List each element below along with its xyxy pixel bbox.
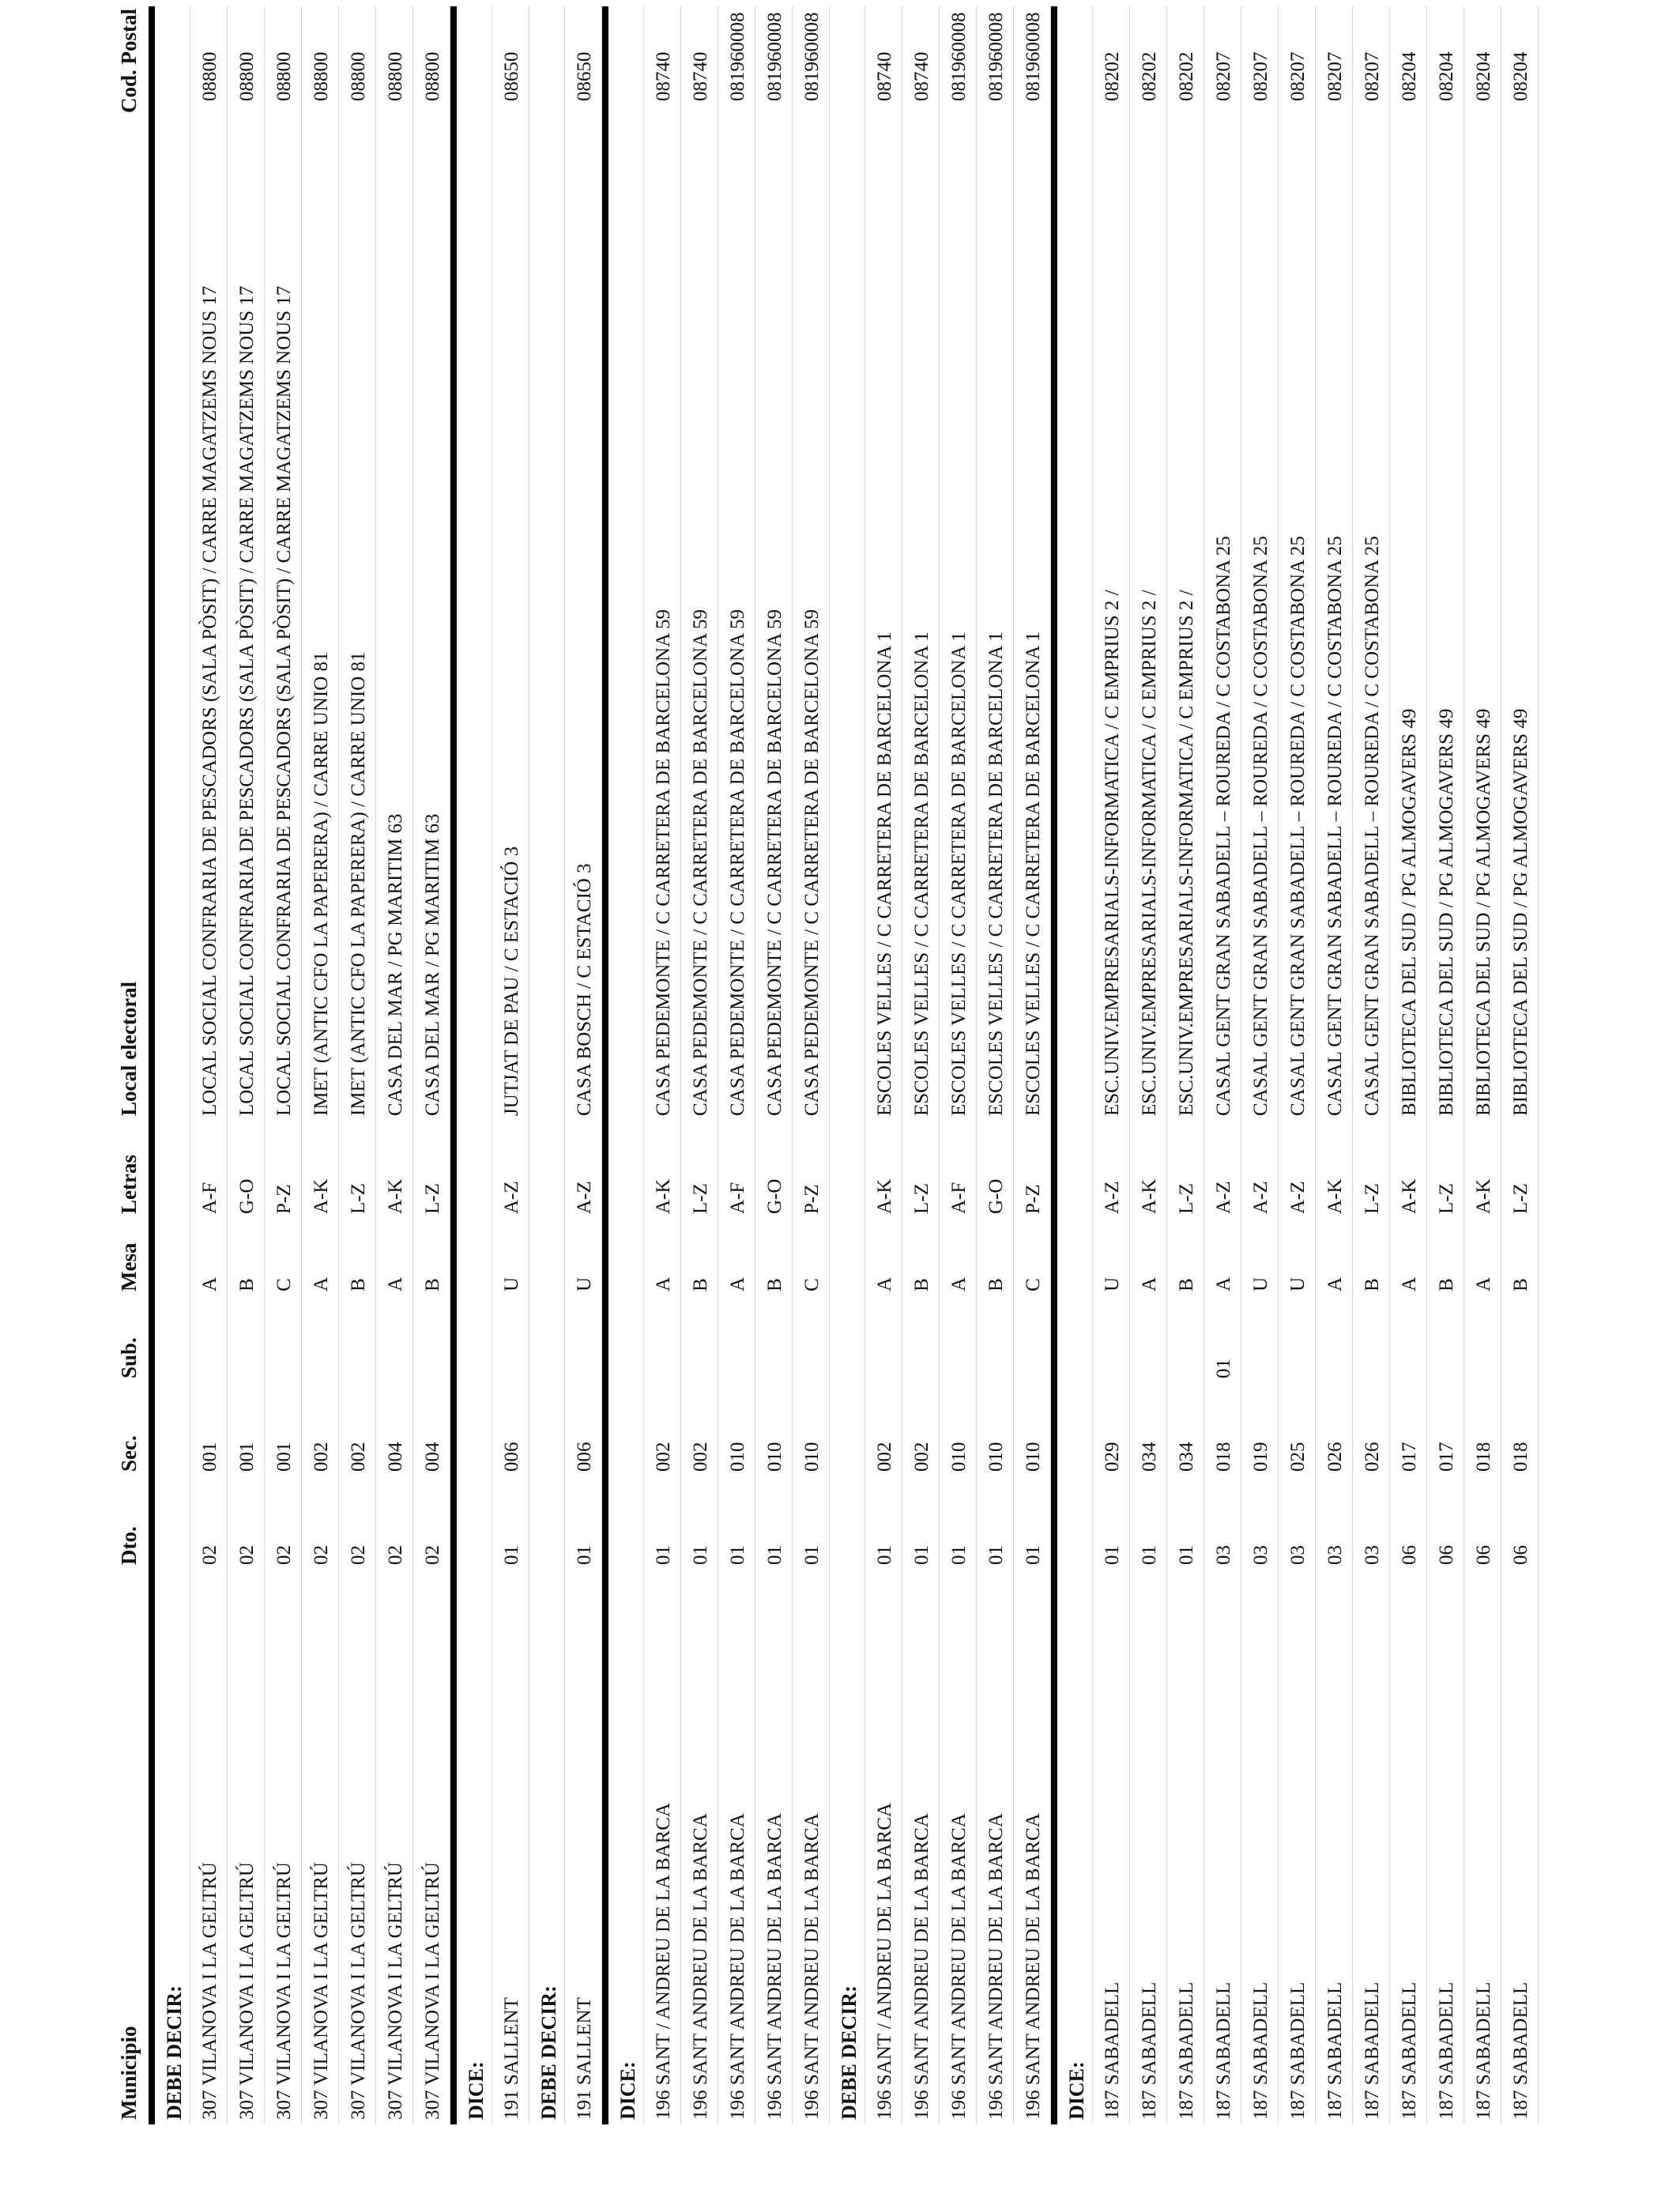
cell-local: CASA PEDEMONTE / C CARRETERA DE BARCELONA 59 <box>653 609 674 1116</box>
cell-sec: 010 <box>1023 1442 1044 1472</box>
cell-dto: 02 <box>199 1545 220 1565</box>
table-row <box>1130 6 1167 2124</box>
cell-letras: G-O <box>985 1178 1007 1214</box>
cell-municipio: 196 SANT / ANDREU DE LA BARCA <box>653 1803 674 2120</box>
header-municipio: Municipio <box>117 2026 141 2120</box>
cell-local: CASAL GENT GRAN SABADELL – ROUREDA / C COSTABONA 25 <box>1324 536 1346 1116</box>
group-label-text: DEBE DECIR: <box>537 1985 560 2120</box>
cell-cp: 081960008 <box>1023 12 1044 101</box>
cell-mesa: B <box>985 1278 1007 1291</box>
cell-municipio: 191 SALLENT <box>574 1997 595 2120</box>
cell-cp: 08800 <box>348 51 369 101</box>
cell-municipio: 307 VILANOVA I LA GELTRÚ <box>311 1862 332 2120</box>
cell-letras: A-K <box>1473 1178 1494 1214</box>
cell-sec: 001 <box>236 1442 258 1472</box>
table-row <box>1427 6 1464 2124</box>
cell-letras: L-Z <box>348 1183 369 1214</box>
cell-dto: 01 <box>985 1545 1007 1565</box>
header-local: Local electoral <box>117 981 141 1116</box>
cell-cp: 08650 <box>574 51 595 101</box>
cell-municipio: 187 SABADELL <box>1510 1981 1531 2120</box>
cell-municipio: 191 SALLENT <box>501 1997 522 2120</box>
cell-letras: A-K <box>653 1178 674 1214</box>
cell-mesa: A <box>311 1276 332 1291</box>
cell-letras: A-F <box>727 1182 748 1214</box>
cell-dto: 06 <box>1436 1545 1457 1565</box>
cell-letras: A-F <box>948 1182 970 1214</box>
cell-mesa: B <box>911 1278 932 1291</box>
table-row <box>977 6 1014 2124</box>
cell-municipio: 307 VILANOVA I LA GELTRÚ <box>199 1862 220 2120</box>
cell-mesa: C <box>1023 1278 1044 1291</box>
cell-municipio: 196 SANT ANDREU DE LA BARCA <box>985 1813 1007 2120</box>
cell-sec: 019 <box>1250 1442 1271 1472</box>
table-body <box>155 6 1539 2124</box>
cell-municipio: 196 SANT ANDREU DE LA BARCA <box>1023 1813 1044 2120</box>
cell-mesa: U <box>1102 1276 1123 1291</box>
cell-cp: 08740 <box>653 51 674 101</box>
cell-mesa: B <box>1436 1278 1457 1291</box>
cell-mesa: A <box>1213 1276 1234 1291</box>
cell-letras: A-Z <box>1250 1181 1271 1214</box>
cell-sec: 017 <box>1436 1442 1457 1472</box>
cell-municipio: 187 SABADELL <box>1324 1981 1346 2120</box>
cell-cp: 081960008 <box>801 12 823 101</box>
cell-letras: A-Z <box>1287 1181 1309 1214</box>
cell-sec: 018 <box>1510 1442 1531 1472</box>
cell-local: CASA PEDEMONTE / C CARRETERA DE BARCELONA 59 <box>727 609 748 1116</box>
cell-cp: 08800 <box>273 51 295 101</box>
table-row <box>940 6 977 2124</box>
table-row <box>565 6 602 2124</box>
cell-dto: 01 <box>574 1545 595 1565</box>
cell-municipio: 196 SANT ANDREU DE LA BARCA <box>690 1813 711 2120</box>
cell-sec: 002 <box>690 1442 711 1472</box>
cell-mesa: A <box>1473 1276 1494 1291</box>
cell-letras: P-Z <box>273 1184 295 1214</box>
cell-cp: 08207 <box>1250 51 1271 101</box>
cell-cp: 081960008 <box>985 12 1007 101</box>
cell-sec: 004 <box>422 1442 443 1472</box>
cell-dto: 03 <box>1250 1545 1271 1565</box>
table-row <box>1501 6 1539 2124</box>
cell-letras: L-Z <box>1510 1183 1531 1214</box>
group-label <box>155 6 190 2124</box>
cell-cp: 081960008 <box>764 12 785 101</box>
table-row <box>1241 6 1279 2124</box>
cell-sec: 026 <box>1362 1442 1383 1472</box>
cell-mesa: A <box>727 1276 748 1291</box>
cell-municipio: 187 SABADELL <box>1139 1981 1160 2120</box>
cell-dto: 01 <box>727 1545 748 1565</box>
cell-dto: 01 <box>690 1545 711 1565</box>
group-label-text: DICE: <box>465 2061 488 2120</box>
group-label <box>608 6 644 2124</box>
cell-cp: 08204 <box>1473 51 1494 101</box>
cell-mesa: U <box>574 1276 595 1291</box>
cell-sec: 026 <box>1324 1442 1346 1472</box>
cell-cp: 081960008 <box>727 12 748 101</box>
cell-municipio: 187 SABADELL <box>1102 1981 1123 2120</box>
cell-local: CASA PEDEMONTE / C CARRETERA DE BARCELONA 59 <box>801 609 823 1116</box>
table-row <box>1464 6 1501 2124</box>
cell-sec: 001 <box>199 1442 220 1472</box>
cell-mesa: A <box>199 1276 220 1291</box>
cell-letras: L-Z <box>1362 1183 1383 1214</box>
cell-dto: 01 <box>948 1545 970 1565</box>
cell-dto: 03 <box>1287 1545 1309 1565</box>
table-row <box>1390 6 1427 2124</box>
cell-cp: 08740 <box>690 51 711 101</box>
cell-cp: 08800 <box>236 51 258 101</box>
table-row <box>376 6 413 2124</box>
cell-letras: A-K <box>1399 1178 1420 1214</box>
cell-municipio: 196 SANT / ANDREU DE LA BARCA <box>874 1803 895 2120</box>
cell-municipio: 307 VILANOVA I LA GELTRÚ <box>273 1862 295 2120</box>
cell-mesa: B <box>422 1278 443 1291</box>
cell-dto: 02 <box>311 1545 332 1565</box>
cell-dto: 01 <box>764 1545 785 1565</box>
table-row <box>865 6 902 2124</box>
cell-letras: A-F <box>199 1182 220 1214</box>
cell-cp: 08204 <box>1399 51 1420 101</box>
cell-sec: 010 <box>948 1442 970 1472</box>
cell-cp: 08800 <box>199 51 220 101</box>
cell-sec: 010 <box>985 1442 1007 1472</box>
group-label <box>830 6 865 2124</box>
cell-dto: 01 <box>801 1545 823 1565</box>
header-dto: Dto. <box>117 1526 141 1565</box>
cell-letras: A-Z <box>574 1181 595 1214</box>
cell-cp: 08207 <box>1362 51 1383 101</box>
cell-municipio: 187 SABADELL <box>1176 1981 1197 2120</box>
cell-letras: L-Z <box>1436 1183 1457 1214</box>
cell-local: ESC.UNIV.EMPRESARIALS-INFORMATICA / C EMPRIUS 2 / <box>1102 590 1123 1116</box>
cell-local: CASAL GENT GRAN SABADELL – ROUREDA / C COSTABONA 25 <box>1213 536 1234 1116</box>
cell-cp: 08207 <box>1287 51 1309 101</box>
cell-local: CASA PEDEMONTE / C CARRETERA DE BARCELONA 59 <box>764 609 785 1116</box>
cell-dto: 01 <box>501 1545 522 1565</box>
cell-mesa: B <box>764 1278 785 1291</box>
cell-mesa: B <box>1510 1278 1531 1291</box>
table-row <box>302 6 339 2124</box>
cell-local: BIBLIOTECA DEL SUD / PG ALMOGAVERS 49 <box>1436 708 1457 1116</box>
cell-local: LOCAL SOCIAL CONFRARIA DE PESCADORS (SALA PÒSIT) / CARRE MAGATZEMS NOUS 17 <box>199 285 220 1116</box>
table-header <box>109 6 155 2124</box>
cell-dto: 01 <box>1102 1545 1123 1565</box>
cell-mesa: U <box>1287 1276 1309 1291</box>
cell-letras: A-Z <box>1102 1181 1123 1214</box>
cell-letras: L-Z <box>1176 1183 1197 1214</box>
cell-dto: 02 <box>273 1545 295 1565</box>
table-row <box>1014 6 1051 2124</box>
cell-letras: G-O <box>236 1178 258 1214</box>
cell-dto: 01 <box>1023 1545 1044 1565</box>
cell-local: CASAL GENT GRAN SABADELL – ROUREDA / C COSTABONA 25 <box>1362 536 1383 1116</box>
cell-mesa: B <box>690 1278 711 1291</box>
cell-sec: 006 <box>501 1442 522 1472</box>
table-row <box>1353 6 1390 2124</box>
cell-cp: 08202 <box>1176 51 1197 101</box>
cell-municipio: 196 SANT ANDREU DE LA BARCA <box>727 1813 748 2120</box>
cell-local: ESCOLES VELLES / C CARRETERA DE BARCELONA 1 <box>985 631 1007 1116</box>
cell-mesa: A <box>1324 1276 1346 1291</box>
cell-dto: 06 <box>1399 1545 1420 1565</box>
cell-local: JUTJAT DE PAU / C ESTACIÓ 3 <box>501 846 522 1116</box>
cell-local: LOCAL SOCIAL CONFRARIA DE PESCADORS (SALA PÒSIT) / CARRE MAGATZEMS NOUS 17 <box>273 285 295 1116</box>
cell-mesa: A <box>1399 1276 1420 1291</box>
cell-dto: 03 <box>1213 1545 1234 1565</box>
cell-cp: 08202 <box>1139 51 1160 101</box>
cell-cp: 08207 <box>1324 51 1346 101</box>
cell-sec: 002 <box>348 1442 369 1472</box>
cell-dto: 01 <box>1139 1545 1160 1565</box>
cell-sec: 010 <box>727 1442 748 1472</box>
header-sec: Sec. <box>117 1435 141 1472</box>
cell-mesa: B <box>348 1278 369 1291</box>
table-row <box>339 6 376 2124</box>
cell-municipio: 196 SANT ANDREU DE LA BARCA <box>801 1813 823 2120</box>
cell-letras: L-Z <box>690 1183 711 1214</box>
cell-dto: 01 <box>911 1545 932 1565</box>
cell-sec: 002 <box>311 1442 332 1472</box>
table-row <box>755 6 793 2124</box>
table-row <box>902 6 940 2124</box>
cell-sec: 010 <box>801 1442 823 1472</box>
cell-sec: 002 <box>874 1442 895 1472</box>
cell-municipio: 307 VILANOVA I LA GELTRÚ <box>385 1862 406 2120</box>
cell-local: ESCOLES VELLES / C CARRETERA DE BARCELONA 1 <box>874 631 895 1116</box>
table-row <box>1316 6 1353 2124</box>
cell-mesa: A <box>385 1276 406 1291</box>
cell-letras: L-Z <box>422 1183 443 1214</box>
cell-mesa: A <box>653 1276 674 1291</box>
cell-sec: 002 <box>653 1442 674 1472</box>
cell-local: LOCAL SOCIAL CONFRARIA DE PESCADORS (SALA PÒSIT) / CARRE MAGATZEMS NOUS 17 <box>236 285 258 1116</box>
cell-letras: A-Z <box>1213 1181 1234 1214</box>
cell-dto: 02 <box>422 1545 443 1565</box>
table-row <box>1279 6 1316 2124</box>
cell-mesa: A <box>1139 1276 1160 1291</box>
cell-sec: 034 <box>1176 1442 1197 1472</box>
group-label <box>457 6 492 2124</box>
cell-mesa: C <box>801 1278 823 1291</box>
cell-cp: 08202 <box>1102 51 1123 101</box>
cell-municipio: 187 SABADELL <box>1213 1981 1234 2120</box>
cell-cp: 08740 <box>874 51 895 101</box>
cell-dto: 02 <box>385 1545 406 1565</box>
table-row <box>1167 6 1204 2124</box>
section-separator <box>1051 6 1057 2124</box>
group-label-text: DEBE DECIR: <box>838 1985 861 2120</box>
header-letras: Letras <box>117 1155 141 1214</box>
cell-letras: A-K <box>1139 1178 1160 1214</box>
cell-local: CASAL GENT GRAN SABADELL – ROUREDA / C COSTABONA 25 <box>1250 536 1271 1116</box>
cell-sec: 018 <box>1213 1442 1234 1472</box>
table-row <box>718 6 755 2124</box>
section-separator <box>450 6 457 2124</box>
cell-cp: 08800 <box>422 51 443 101</box>
cell-sec: 006 <box>574 1442 595 1472</box>
cell-local: BIBLIOTECA DEL SUD / PG ALMOGAVERS 49 <box>1399 708 1420 1116</box>
header-cod-postal: Cod. Postal <box>117 8 141 113</box>
cell-mesa: U <box>501 1276 522 1291</box>
cell-mesa: A <box>948 1276 970 1291</box>
header-sub: Sub. <box>117 1337 141 1378</box>
cell-municipio: 187 SABADELL <box>1473 1981 1494 2120</box>
table-row <box>1093 6 1130 2124</box>
cell-cp: 08207 <box>1213 51 1234 101</box>
cell-local: IMET (ANTIC CFO LA PAPERERA) / CARRE UNIO 81 <box>348 651 369 1116</box>
group-label-text: DEBE DECIR: <box>163 1985 186 2120</box>
cell-letras: A-K <box>874 1178 895 1214</box>
cell-mesa: C <box>273 1278 295 1291</box>
cell-municipio: 187 SABADELL <box>1362 1981 1383 2120</box>
cell-cp: 08204 <box>1510 51 1531 101</box>
cell-letras: P-Z <box>801 1184 823 1214</box>
header-mesa: Mesa <box>117 1242 141 1291</box>
cell-sec: 025 <box>1287 1442 1309 1472</box>
cell-dto: 02 <box>348 1545 369 1565</box>
cell-local: CASA BOSCH / C ESTACIÓ 3 <box>574 863 595 1116</box>
cell-mesa: B <box>236 1278 258 1291</box>
cell-letras: A-K <box>1324 1178 1346 1214</box>
cell-dto: 03 <box>1324 1545 1346 1565</box>
group-label <box>529 6 565 2124</box>
cell-mesa: U <box>1250 1276 1271 1291</box>
table-row <box>793 6 830 2124</box>
table-row <box>681 6 718 2124</box>
cell-letras: P-Z <box>1023 1184 1044 1214</box>
cell-local: ESC.UNIV.EMPRESARIALS-INFORMATICA / C EMPRIUS 2 / <box>1139 590 1160 1116</box>
cell-local: BIBLIOTECA DEL SUD / PG ALMOGAVERS 49 <box>1510 708 1531 1116</box>
cell-cp: 08800 <box>385 51 406 101</box>
table-row <box>190 6 228 2124</box>
cell-sec: 029 <box>1102 1442 1123 1472</box>
cell-sec: 017 <box>1399 1442 1420 1472</box>
cell-cp: 08204 <box>1436 51 1457 101</box>
cell-sec: 018 <box>1473 1442 1494 1472</box>
table-row <box>228 6 265 2124</box>
cell-letras: G-O <box>764 1178 785 1214</box>
cell-municipio: 196 SANT ANDREU DE LA BARCA <box>911 1813 932 2120</box>
cell-sec: 001 <box>273 1442 295 1472</box>
cell-cp: 08740 <box>911 51 932 101</box>
cell-municipio: 196 SANT ANDREU DE LA BARCA <box>764 1813 785 2120</box>
cell-local: BIBLIOTECA DEL SUD / PG ALMOGAVERS 49 <box>1473 708 1494 1116</box>
cell-municipio: 187 SABADELL <box>1287 1981 1309 2120</box>
cell-municipio: 307 VILANOVA I LA GELTRÚ <box>422 1862 443 2120</box>
cell-dto: 01 <box>874 1545 895 1565</box>
cell-municipio: 307 VILANOVA I LA GELTRÚ <box>348 1862 369 2120</box>
cell-local: ESCOLES VELLES / C CARRETERA DE BARCELONA 1 <box>911 631 932 1116</box>
cell-municipio: 187 SABADELL <box>1436 1981 1457 2120</box>
cell-dto: 01 <box>1176 1545 1197 1565</box>
cell-mesa: A <box>874 1276 895 1291</box>
group-label-text: DICE: <box>1065 2061 1088 2120</box>
table-row <box>492 6 529 2124</box>
cell-local: ESCOLES VELLES / C CARRETERA DE BARCELONA 1 <box>1023 631 1044 1116</box>
cell-sec: 034 <box>1139 1442 1160 1472</box>
cell-municipio: 187 SABADELL <box>1250 1981 1271 2120</box>
cell-letras: A-K <box>311 1178 332 1214</box>
cell-municipio: 196 SANT ANDREU DE LA BARCA <box>948 1813 970 2120</box>
cell-local: CASAL GENT GRAN SABADELL – ROUREDA / C COSTABONA 25 <box>1287 536 1309 1116</box>
cell-local: CASA PEDEMONTE / C CARRETERA DE BARCELONA 59 <box>690 609 711 1116</box>
cell-local: CASA DEL MAR / PG MARITIM 63 <box>385 813 406 1116</box>
cell-letras: L-Z <box>911 1183 932 1214</box>
cell-dto: 01 <box>653 1545 674 1565</box>
cell-sec: 004 <box>385 1442 406 1472</box>
cell-cp: 08800 <box>311 51 332 101</box>
cell-mesa: B <box>1176 1278 1197 1291</box>
cell-cp: 081960008 <box>948 12 970 101</box>
table-row <box>644 6 681 2124</box>
cell-dto: 02 <box>236 1545 258 1565</box>
cell-municipio: 187 SABADELL <box>1399 1981 1420 2120</box>
electoral-table <box>109 6 1539 2124</box>
cell-local: IMET (ANTIC CFO LA PAPERERA) / CARRE UNIO 81 <box>311 651 332 1116</box>
section-separator <box>602 6 608 2124</box>
cell-letras: A-K <box>385 1178 406 1214</box>
table-row <box>413 6 450 2124</box>
cell-dto: 03 <box>1362 1545 1383 1565</box>
cell-letras: A-Z <box>501 1181 522 1214</box>
group-label <box>1057 6 1093 2124</box>
cell-sec: 010 <box>764 1442 785 1472</box>
cell-local: ESC.UNIV.EMPRESARIALS-INFORMATICA / C EMPRIUS 2 / <box>1176 590 1197 1116</box>
cell-dto: 06 <box>1510 1545 1531 1565</box>
table-row <box>1204 6 1241 2124</box>
cell-dto: 06 <box>1473 1545 1494 1565</box>
cell-municipio: 307 VILANOVA I LA GELTRÚ <box>236 1862 258 2120</box>
cell-local: ESCOLES VELLES / C CARRETERA DE BARCELONA 1 <box>948 631 970 1116</box>
cell-cp: 08650 <box>501 51 522 101</box>
table-row <box>265 6 302 2124</box>
cell-sec: 002 <box>911 1442 932 1472</box>
group-label-text: DICE: <box>616 2061 639 2120</box>
cell-local: CASA DEL MAR / PG MARITIM 63 <box>422 813 443 1116</box>
cell-mesa: B <box>1362 1278 1383 1291</box>
cell-sub: 01 <box>1213 1359 1234 1378</box>
